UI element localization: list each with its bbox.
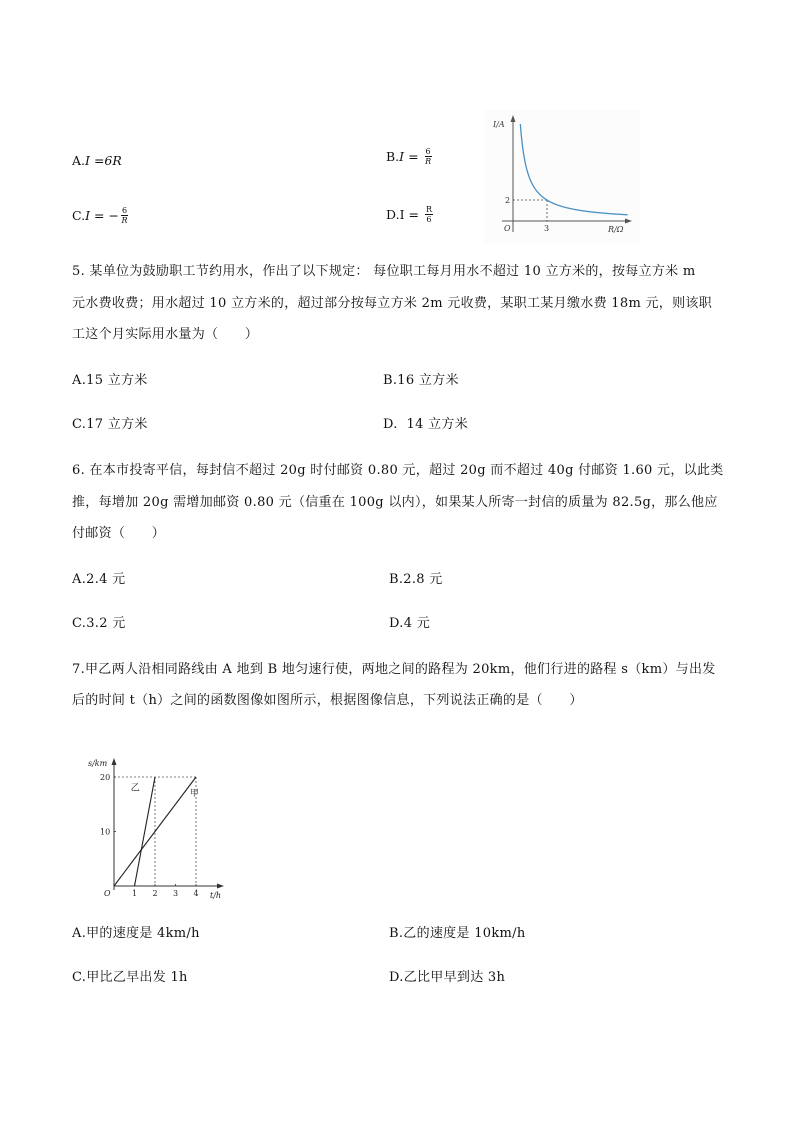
q6-option-d: D.4 元	[389, 616, 430, 631]
q5-option-b: B.16 立方米	[383, 373, 459, 388]
q7-series-label-1: 乙	[130, 783, 140, 794]
q4-x-label: R/Ω	[608, 225, 624, 234]
q4-option-c: C.I = − $\frac{6}{R}$	[72, 206, 128, 225]
q4-option-b-fraction: $\frac{6}{R}$	[425, 147, 432, 166]
q4-option-c-fraction: $\frac{6}{R}$	[121, 206, 128, 225]
q4-y-label: I/A	[493, 120, 505, 129]
q6-line-1: 6. 在本市投寄平信，每封信不超过 20g 时付邮资 0.80 元，超过 20g 而不超过 40g 付邮资 1.60 元，以此类	[72, 463, 724, 478]
q7-y-tick-label: 10	[100, 827, 111, 837]
q7-series-label-0: 甲	[189, 789, 199, 800]
q5-option-a: A.15 立方米	[72, 373, 148, 388]
q4-x-tick: 3	[544, 224, 550, 233]
q7-x-tick-label: 3	[173, 889, 179, 898]
q7-x-tick-label: 2	[152, 889, 158, 898]
q4-origin: O	[504, 224, 511, 233]
q7-option-a: A.甲的速度是 4km/h	[72, 926, 200, 941]
q5-line-2: 元水费收费；用水超过 10 立方米的，超过部分按每立方米 2m 元收费，某职工某月缴水费 18m 元，则该职	[72, 296, 713, 311]
q7-line-2: 后的时间 t（h）之间的函数图像如图所示，根据图像信息，下列说法正确的是（ ）	[72, 693, 583, 708]
q7-y-tick-label: 20	[100, 773, 111, 782]
q4-y-tick: 2	[505, 196, 511, 205]
q4-option-a: A.I =6R	[72, 153, 122, 168]
q7-option-d: D.乙比甲早到达 3h	[389, 970, 506, 985]
q5-line-3: 工这个月实际用水量为（ ）	[72, 327, 259, 342]
q6-option-c: C.3.2 元	[72, 616, 126, 631]
q7-chart	[86, 752, 226, 900]
q7-origin: O	[104, 889, 111, 898]
q5-line-1: 5. 某单位为鼓励职工节约用水，作出了以下规定： 每位职工每月用水不超过 10 立方米的，按每立方米 m	[72, 264, 696, 279]
q6-option-b: B.2.8 元	[389, 572, 443, 587]
q7-y-label: s/km	[88, 759, 108, 768]
q6-option-a: A.2.4 元	[72, 572, 126, 587]
q6-line-2: 推，每增加 20g 需增加邮资 0.80 元（信重在 100g 以内），如果某人所寄一封信的质量为 82.5g，那么他应	[72, 495, 718, 510]
q7-x-label: t/h	[210, 891, 222, 900]
q7-x-tick-label: 1	[132, 889, 138, 898]
q5-option-c: C.17 立方米	[72, 417, 148, 432]
q4-option-d-fraction: $\frac{R}{6}$	[425, 205, 432, 224]
q7-x-tick-label: 4	[193, 889, 199, 898]
q7-option-c: C.甲比乙早出发 1h	[72, 970, 188, 985]
q6-line-3: 付邮资（ ）	[72, 526, 166, 541]
q7-y-axis-arrow	[112, 758, 117, 765]
q4-graph	[484, 110, 640, 244]
q4-option-d: D.I = $\frac{R}{6}$	[386, 205, 432, 224]
q7-x-axis-arrow	[217, 884, 224, 889]
q4-option-b: B.I = $\frac{6}{R}$	[386, 147, 432, 166]
q7-option-b: B.乙的速度是 10km/h	[389, 926, 526, 941]
q5-option-d: D. 14 立方米	[383, 417, 469, 432]
q7-line-1: 7.甲乙两人沿相同路线由 A 地到 B 地匀速行使，两地之间的路程为 20km，他们行进的路程 s（km）与出发	[72, 662, 716, 677]
